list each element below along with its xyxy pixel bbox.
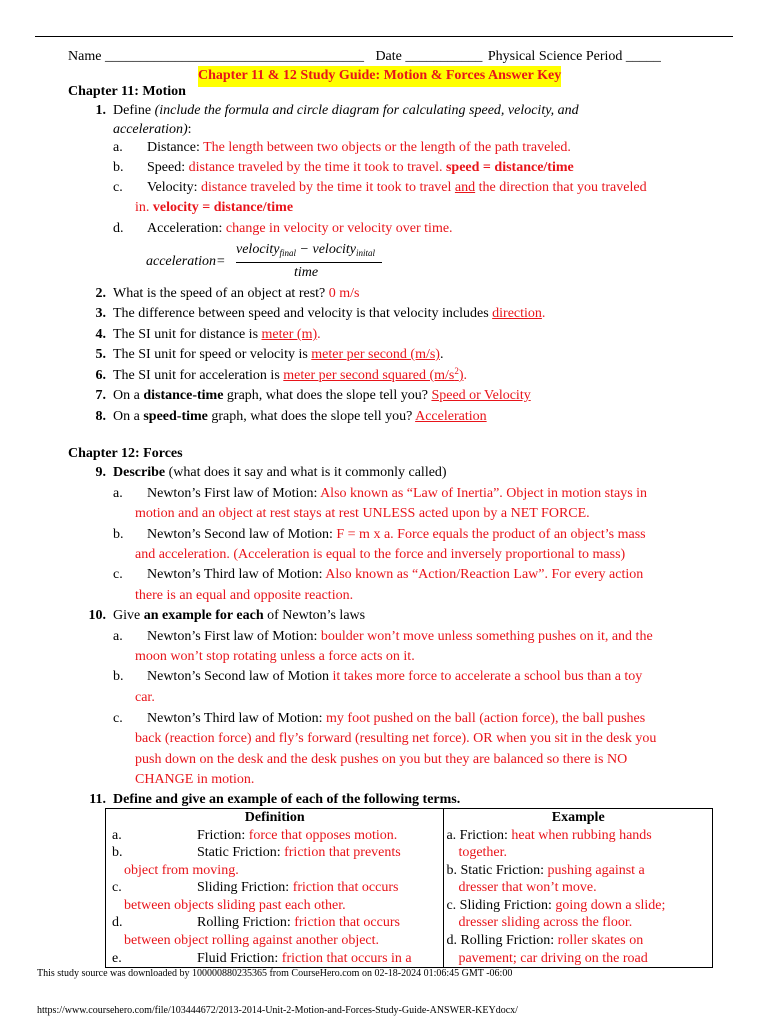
answer: meter per second squared $(m/s^2)$ xyxy=(283,366,464,383)
table-row xyxy=(106,897,713,915)
formula-numerator: velocity$_{final}$ − velocity$_{inital}$ xyxy=(236,242,376,258)
example-cell: d. Rolling Friction: roller skates on xyxy=(444,932,713,950)
definition-cell: a. Friction: force that opposes motion. xyxy=(106,827,444,845)
q10-item-b-cont: car. xyxy=(135,690,155,705)
question-8: 8. On a speed-time graph, what does the slope tell you? Acceleration xyxy=(95,409,487,424)
answer: meter (m) xyxy=(261,327,318,342)
q1-item-a: a. Distance: The length between two objects or the length of the path traveled. xyxy=(113,140,571,155)
q10-item-a: a. Newton’s First law of Motion: boulder won’t move unless something pushes on it, and the xyxy=(113,629,653,644)
velocity-formula: velocity = distance/time xyxy=(152,200,294,215)
document-page: Name _____________________________________ Date ___________ Physical Science Period _____ Chapter 11 & 12 Study Guide: Motion & Forces Answer Key Chapter 11: Motion 1. Define (include the formula and circle diagram for calculating speed, velocity, and acceleration): a. Distance: The length between two objects or the length of the path traveled. b. Speed: distance traveled by the time it took to travel. speed = distance/time c. Velocity: distance traveled by the time it took to travel and the direction that you traveled in. velocity = distance/time d. Acceleration: change in velocity or velocity over time. acceleration= velocity$_{final}$ − velocity$_{inital}$ time 2. What is the speed of an object at rest? 0 m/s 3. The difference between speed and velocity is that velocity includes direction. 4. The SI unit for distance is meter (m). 5. The SI unit for speed or velocity is meter per second (m/s). 6. The SI unit for acceleration is meter per second squared $(m/s^2)$. 7. On a distance-time graph, what does the slope tell you? Speed or Velocity 8. On a speed-time graph, what does the slope tell you? Acceleration Chapter 12: Forces 9. Describe (what does it say and what is it commonly called) a. Newton’s First law of Motion: Also known as “Law of Inertia”. Object in motion stays in motion and an object at rest stays at rest UNLESS acted upon by a NET FORCE. b. Newton’s Second law of Motion: F = m x a. Force equals the product of an object’s mass and acceleration. (Acceleration is equal to the force and inversely proportional to mass) c. Newton’s Third law of Motion: Also known as “Action/Reaction Law”. For every action there is an equal and opposite reaction. 10. Give an example for each of Newton’s laws a. Newton’s First law of Motion: boulder won’t move unless something pushes on it, and the moon won’t stop rotating unless a force acts on it. b. Newton’s Second law of Motion it takes more force to accelerate a school bus than a toy car. c. Newton’s Third law of Motion: my foot pushed on the ball (action force), the ball pushes back (reaction force) and fly’s forward (resulting net force). OR when you sit in the desk you push down on the desk and the desk pushes on you but they are balanced so there is NO CHANGE in motion. 11. Define and give an example of each of the following terms. Definition Example a. Friction: force that opposes motion. a. Friction: heat when rubbing hands b. Static Friction: friction that prevents together. object from moving. b. Static Friction: pushing against a c. Sliding Friction: friction that occurs dresser that won’t move. between objects sliding past each other. c. Sliding Friction: going down a slide; d. Rolling Friction: friction that occurs dresser sliding across the floor. between object rolling against another object. d. Rolling Friction: roller skates on e. Fluid Friction: friction that occurs in a pavement; car driving on the road This study source was downloaded by 100000880235365 from CourseHero.com on 02-18-2024 01:06:45 GMT -06:00 https://www.coursehero.com/file/103444672/2013-2014-Unit-2-Motion-and-Forces-Study-Guide-ANSWER-KEYdocx/ xyxy=(0,0,768,1024)
header-line xyxy=(68,47,661,68)
chapter-11-heading: Chapter 11: Motion xyxy=(68,84,186,99)
q9-item-a-cont: motion and an object at rest stays at rest UNLESS acted upon by a NET FORCE. xyxy=(135,506,590,521)
q9-item-c-cont: there is an equal and opposite reaction. xyxy=(135,588,354,603)
answer: Acceleration xyxy=(415,409,487,424)
answer: meter per second (m/s) xyxy=(311,347,440,362)
question-11: 11. Define and give an example of each of the following terms. xyxy=(89,792,461,807)
q9-item-a: a. Newton’s First law of Motion: Also known as “Law of Inertia”. Object in motion stays in xyxy=(113,486,648,501)
table-row xyxy=(106,914,713,932)
q1-item-b: b. Speed: distance traveled by the time it took to travel. speed = distance/time xyxy=(113,160,574,175)
table-row xyxy=(106,862,713,880)
q10-item-b: b. Newton’s Second law of Motion it takes more force to accelerate a school bus than a toy xyxy=(113,669,643,684)
q10-item-c-cont-3: CHANGE in motion. xyxy=(135,772,255,787)
table-row xyxy=(106,879,713,897)
date-label: Date xyxy=(375,49,402,64)
date-blank: ___________ xyxy=(405,49,483,64)
question-10: 10. Give an example for each of Newton’s laws xyxy=(88,608,366,623)
answer: The length between two objects or the length of the path traveled. xyxy=(203,140,571,155)
definition-cell: b. Static Friction: friction that prevents xyxy=(106,844,444,862)
definition-cell: e. Fluid Friction: friction that occurs in a xyxy=(106,950,444,968)
q1-item-c: c. Velocity: distance traveled by the time it took to travel and the direction that you traveled xyxy=(113,180,647,195)
question-7: 7. On a distance-time graph, what does the slope tell you? Speed or Velocity xyxy=(95,388,531,403)
example-cell: b. Static Friction: pushing against a xyxy=(444,862,713,880)
example-cell: dresser sliding across the floor. xyxy=(444,914,713,932)
definition-column-header: Definition xyxy=(106,809,444,827)
example-cell: a. Friction: heat when rubbing hands xyxy=(444,827,713,845)
period-label: Physical Science Period xyxy=(487,49,623,64)
question-1-cont: acceleration): xyxy=(113,122,192,137)
question-number: 1. xyxy=(95,103,106,118)
example-cell: together. xyxy=(444,844,713,862)
question-9: 9. Describe (what does it say and what is it commonly called) xyxy=(95,465,447,480)
name-blank: _____________________________________ xyxy=(104,49,364,64)
name-label: Name xyxy=(68,49,102,64)
question-3: 3. The difference between speed and velocity is that velocity includes direction. xyxy=(95,306,546,321)
q10-item-c-cont-1: back (reaction force) and fly’s forward (resulting net force). OR when you sit in the desk you xyxy=(135,731,657,746)
table-row xyxy=(106,844,713,862)
period-blank: _____ xyxy=(625,49,661,64)
question-5: 5. The SI unit for speed or velocity is meter per second (m/s). xyxy=(95,347,444,362)
terms-table xyxy=(105,808,713,968)
source-notice: This study source was downloaded by 100000880235365 from CourseHero.com on 02-18-2024 01:06:45 GMT -06:00 xyxy=(37,968,513,979)
answer: 0 m/s xyxy=(328,286,360,301)
document-title: Chapter 11 & 12 Study Guide: Motion & Forces Answer Key xyxy=(198,66,561,87)
question-6: 6. The SI unit for acceleration is meter per second squared $(m/s^2)$. xyxy=(95,366,468,383)
example-cell: pavement; car driving on the road xyxy=(444,950,713,968)
q9-item-b: b. Newton’s Second law of Motion: F = m x a. Force equals the product of an object’s mass xyxy=(113,527,646,542)
question-1: 1. Define (include the formula and circle diagram for calculating speed, velocity, and xyxy=(84,101,579,122)
q1-item-c-cont: in. velocity = distance/time xyxy=(135,200,294,215)
table-row xyxy=(106,932,713,950)
question-2: 2. What is the speed of an object at rest? 0 m/s xyxy=(95,286,360,301)
formula-denominator: time xyxy=(294,265,319,280)
q9-item-b-cont: and acceleration. (Acceleration is equal to the force and inversely proportional to mass) xyxy=(135,547,626,562)
top-rule xyxy=(35,36,733,37)
answer: change in velocity or velocity over time. xyxy=(225,221,453,236)
q10-item-c: c. Newton’s Third law of Motion: my foot pushed on the ball (action force), the ball pushes xyxy=(113,711,646,726)
q1-item-d: d. Acceleration: change in velocity or velocity over time. xyxy=(113,221,453,236)
q10-item-a-cont: moon won’t stop rotating unless a force acts on it. xyxy=(135,649,415,664)
definition-cell: between objects sliding past each other. xyxy=(106,897,444,915)
table-row xyxy=(106,827,713,845)
example-column-header: Example xyxy=(444,809,713,827)
question-4: 4. The SI unit for distance is meter (m). xyxy=(95,327,321,342)
speed-formula: speed = distance/time xyxy=(445,160,574,175)
answer: direction xyxy=(492,306,542,321)
source-url[interactable]: https://www.coursehero.com/file/103444672/2013-2014-Unit-2-Motion-and-Forces-Study-Guide-ANSWER-KEYdocx/ xyxy=(37,1005,518,1016)
table-row xyxy=(106,950,713,968)
answer: distance traveled by the time it took to travel. xyxy=(188,160,446,175)
definition-cell: object from moving. xyxy=(106,862,444,880)
definition-cell: c. Sliding Friction: friction that occurs xyxy=(106,879,444,897)
definition-cell: between object rolling against another object. xyxy=(106,932,444,950)
q9-item-c: c. Newton’s Third law of Motion: Also known as “Action/Reaction Law”. For every action xyxy=(113,567,644,582)
answer: Speed or Velocity xyxy=(431,388,531,403)
definition-cell: d. Rolling Friction: friction that occurs xyxy=(106,914,444,932)
example-cell: c. Sliding Friction: going down a slide; xyxy=(444,897,713,915)
q10-item-c-cont-2: push down on the desk and the desk pushes on you but they are balanced so there is NO xyxy=(135,752,628,767)
table-header-row xyxy=(106,809,713,827)
chapter-12-heading: Chapter 12: Forces xyxy=(68,446,183,461)
example-cell: dresser that won’t move. xyxy=(444,879,713,897)
